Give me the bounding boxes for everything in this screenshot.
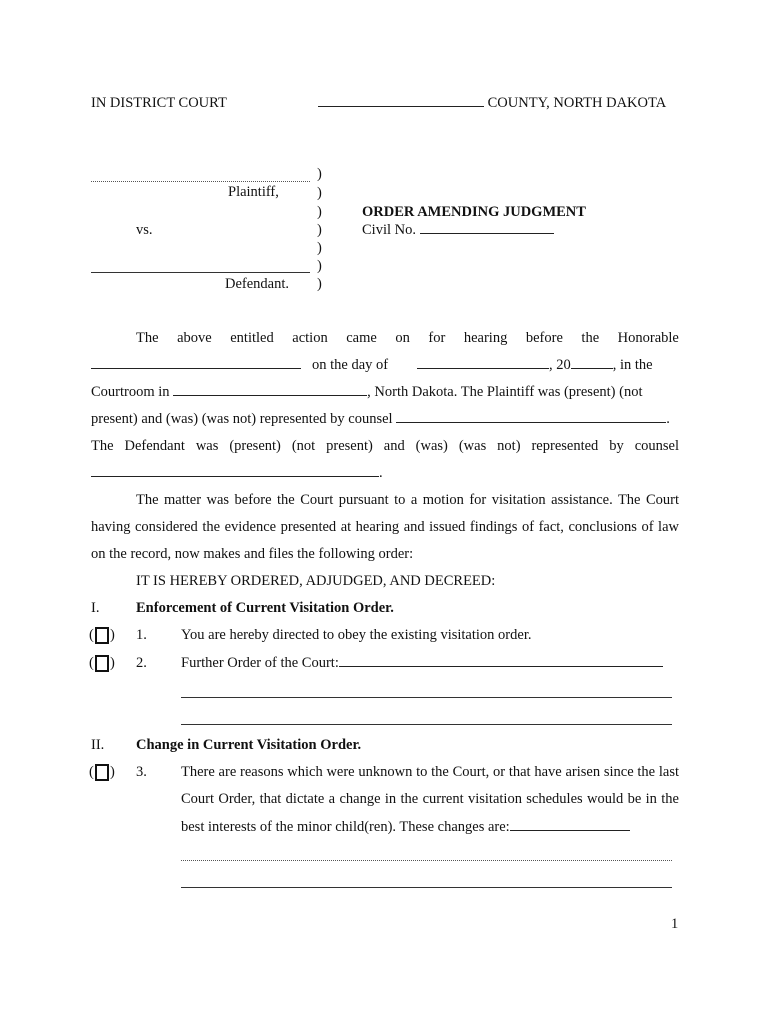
word: before	[525, 330, 563, 346]
plaintiff-name-field[interactable]	[91, 181, 310, 182]
item3-text: best interests of the minor child(ren). These changes are:	[181, 819, 510, 835]
in-the-label: , in the	[612, 357, 653, 373]
paren: )	[317, 240, 322, 256]
document-title: ORDER AMENDING JUDGMENT	[362, 204, 586, 220]
ordered-clause: IT IS HEREBY ORDERED, ADJUDGED, AND DECREED:	[136, 573, 496, 589]
word: the	[581, 330, 600, 346]
paren: )	[317, 258, 322, 274]
item3-open-paren: (	[89, 764, 94, 780]
item2-line	[181, 654, 663, 672]
paren: )	[317, 166, 322, 182]
civil-no-line	[362, 221, 554, 239]
courtroom-location-field[interactable]	[173, 383, 367, 396]
section2-numeral: II.	[91, 737, 105, 753]
word: action	[292, 330, 328, 346]
item2-text: Further Order of the Court:	[181, 655, 339, 671]
item3-line1: There are reasons which were unknown to the Court, or that have arisen since the last	[181, 764, 679, 780]
paragraph2-line2: having considered the evidence presented at hearing and issued findings of fact, conclusions of law	[91, 519, 679, 535]
county-name-field[interactable]	[318, 94, 484, 107]
paren: )	[317, 222, 322, 238]
word: above	[177, 330, 212, 346]
paren: )	[317, 185, 322, 201]
item2-close-paren: )	[110, 655, 115, 671]
courtroom-label: Courtroom in	[91, 384, 170, 400]
paragraph1-line6	[91, 464, 383, 482]
item1-close-paren: )	[110, 627, 115, 643]
county-state-label: COUNTY, NORTH DAKOTA	[487, 95, 667, 111]
further-order-line-3[interactable]	[181, 724, 672, 725]
paragraph1-line3	[91, 383, 642, 401]
paren: )	[317, 276, 322, 292]
word: on	[395, 330, 410, 346]
changes-line-3[interactable]	[181, 887, 672, 888]
hearing-day-label: on the day of	[312, 357, 389, 373]
item2-checkbox[interactable]	[95, 655, 109, 672]
paren: )	[317, 204, 322, 220]
item1-checkbox[interactable]	[95, 627, 109, 644]
county-heading	[318, 94, 666, 112]
section1-heading: Enforcement of Current Visitation Order.	[136, 600, 394, 616]
paragraph1-line5: The Defendant was (present) (not present) and (was) (was not) represented by counsel	[91, 438, 679, 454]
word: The	[136, 330, 159, 346]
plaintiff-presence-text: , North Dakota. The Plaintiff was (present) (not	[367, 384, 643, 400]
paragraph1-line2	[91, 356, 301, 374]
item3-line2: Court Order, that dictate a change in the current visitation schedules would be in the	[181, 791, 679, 807]
changes-line-2[interactable]	[181, 860, 672, 861]
court-heading: IN DISTRICT COURT	[91, 95, 227, 111]
year-prefix: , 20	[549, 357, 571, 373]
defendant-name-field[interactable]	[91, 272, 310, 273]
item1-number: 1.	[136, 627, 147, 643]
hearing-date-line	[417, 356, 653, 374]
defendant-counsel-field[interactable]	[91, 464, 379, 477]
item2-open-paren: (	[89, 655, 94, 671]
period: .	[379, 465, 383, 481]
paragraph2-line1: The matter was before the Court pursuant to a motion for visitation assistance. The Court	[136, 492, 679, 508]
word: Honorable	[617, 330, 679, 346]
changes-field[interactable]	[510, 818, 630, 831]
word: hearing	[463, 330, 508, 346]
item1-open-paren: (	[89, 627, 94, 643]
civil-no-label: Civil No.	[362, 222, 416, 238]
item3-checkbox[interactable]	[95, 764, 109, 781]
word: for	[428, 330, 446, 346]
further-order-line-2[interactable]	[181, 697, 672, 698]
word: entitled	[230, 330, 274, 346]
further-order-field[interactable]	[339, 654, 663, 667]
item1-text: You are hereby directed to obey the existing visitation order.	[181, 627, 532, 643]
period: .	[666, 411, 670, 427]
defendant-label: Defendant.	[225, 276, 290, 292]
item3-close-paren: )	[110, 764, 115, 780]
civil-no-field[interactable]	[420, 221, 554, 234]
item3-line3	[181, 818, 630, 836]
hearing-year-field[interactable]	[571, 356, 613, 369]
plaintiff-label: Plaintiff,	[228, 184, 279, 200]
paragraph1-line4	[91, 410, 670, 428]
plaintiff-counsel-text: present) and (was) (was not) represented by counsel	[91, 411, 393, 427]
vs-label: vs.	[136, 222, 153, 238]
section1-numeral: I.	[91, 600, 100, 616]
hearing-date-field[interactable]	[417, 356, 549, 369]
item3-number: 3.	[136, 764, 147, 780]
section2-heading: Change in Current Visitation Order.	[136, 737, 362, 753]
paragraph2-line3: on the record, now makes and files the following order:	[91, 546, 414, 562]
page-number: 1	[671, 916, 679, 932]
judge-name-field[interactable]	[91, 356, 301, 369]
word: came	[346, 330, 377, 346]
paragraph1-line1	[136, 329, 679, 347]
plaintiff-counsel-field[interactable]	[396, 410, 666, 423]
item2-number: 2.	[136, 655, 147, 671]
